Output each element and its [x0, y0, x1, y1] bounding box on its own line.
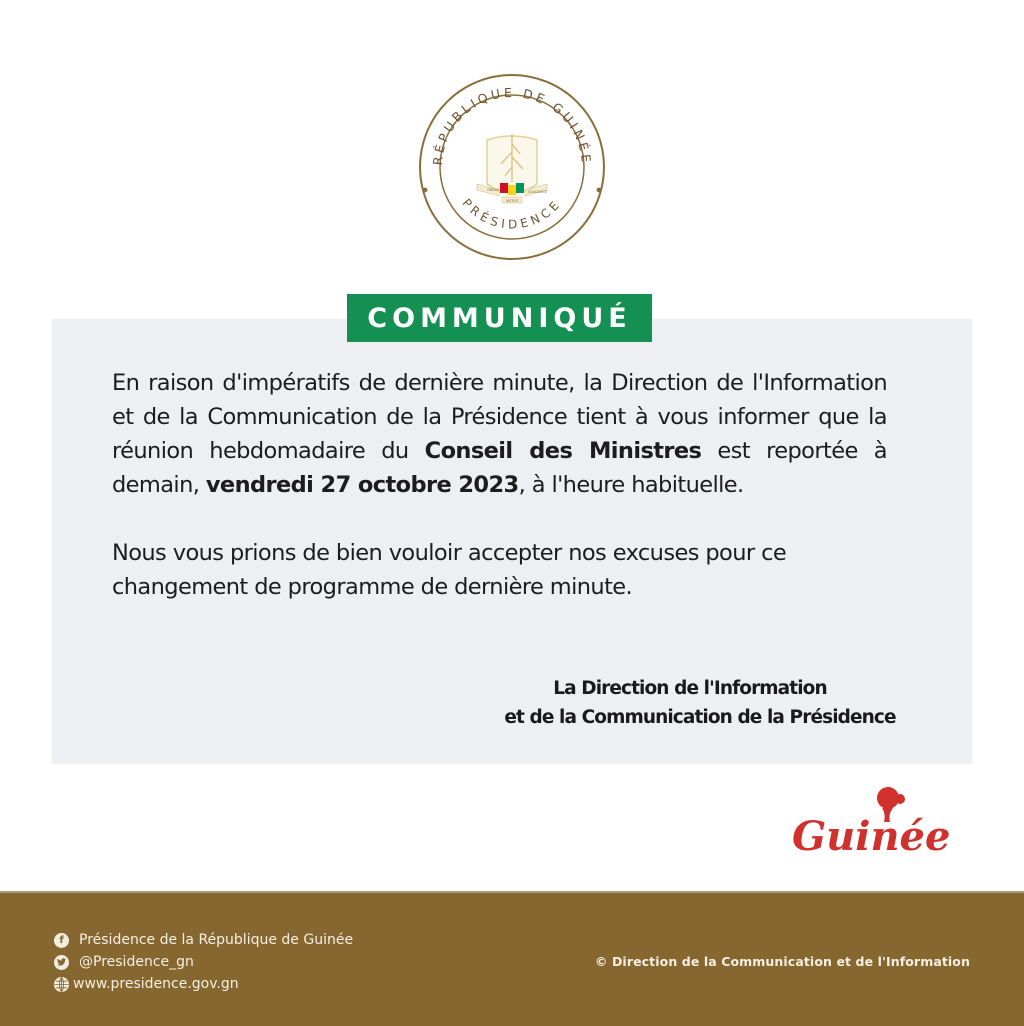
footer-social-links — [54, 929, 353, 995]
signature-line-2: et de la Communication de la Présidence — [504, 707, 896, 728]
website-link[interactable] — [54, 973, 353, 995]
website-link-label: www.presidence.gov.gn — [73, 976, 239, 992]
paragraph-announcement: En raison d'impératifs de dernière minute, la Direction de l'Information et de la Communication de la Présidence tient à vous informer que la réunion hebdomadaire du Conseil des Ministres est reportée à demain, vendredi 27 octobre 2023, à l'heure habituelle. — [112, 370, 887, 498]
globe-icon — [54, 977, 69, 992]
facebook-link-label: Présidence de la République de Guinée — [79, 932, 354, 948]
twitter-link[interactable] — [54, 951, 353, 973]
footer-bar — [0, 891, 1024, 1026]
seal-emblem-icon — [417, 72, 607, 262]
signature-block — [470, 674, 930, 732]
facebook-link[interactable] — [54, 929, 353, 951]
svg-text:JUSTICE: JUSTICE — [506, 199, 519, 203]
paragraph-apology: Nous vous prions de bien vouloir accepter nos excuses pour ce changement de programme de dernière minute. — [112, 540, 787, 600]
bold-new-date: vendredi 27 octobre 2023 — [205, 472, 519, 498]
svg-text:RÉPUBLIQUE DE GUINÉE: RÉPUBLIQUE DE GUINÉE — [429, 84, 595, 166]
signature-line-1: La Direction de l'Information — [553, 678, 827, 699]
communique-body — [112, 366, 887, 604]
svg-text:TRAVAIL: TRAVAIL — [487, 188, 500, 192]
bold-council-of-ministers: Conseil des Ministres — [424, 438, 702, 464]
guinee-logo-icon — [790, 782, 955, 862]
svg-text:SOLIDARITÉ: SOLIDARITÉ — [528, 190, 547, 194]
presidential-seal — [417, 72, 607, 262]
guinee-brand-logo — [790, 782, 955, 862]
twitter-icon — [54, 955, 69, 970]
svg-text:Guinée: Guinée — [792, 813, 951, 860]
copyright-notice: © Direction de la Communication et de l'Information — [594, 954, 970, 969]
twitter-link-label: @Presidence_gn — [79, 954, 194, 970]
communique-title-badge: COMMUNIQUÉ — [347, 294, 652, 342]
svg-text:PRÉSIDENCE: PRÉSIDENCE — [459, 195, 565, 232]
facebook-icon: f — [54, 933, 69, 948]
